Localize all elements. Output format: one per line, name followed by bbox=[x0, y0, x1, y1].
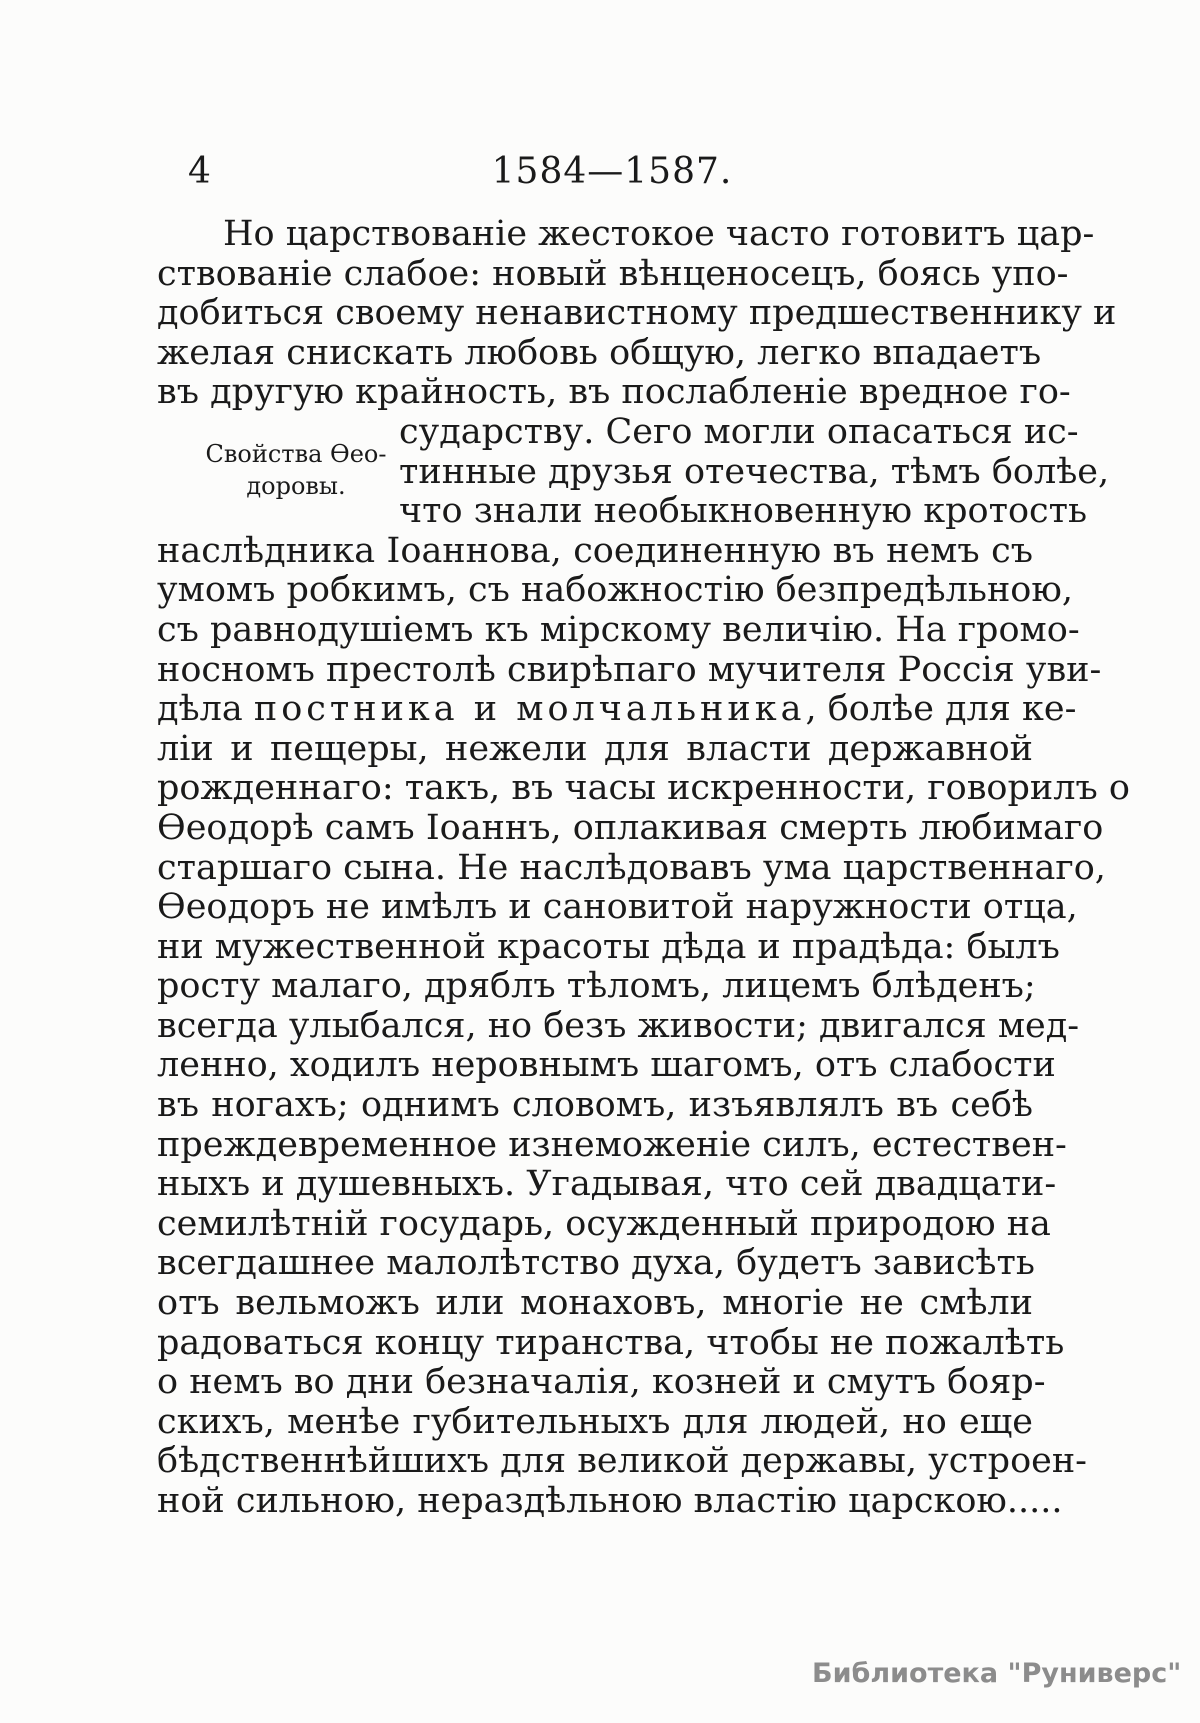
text-line: всегдашнее малолѣтство духа, будетъ зависѣть bbox=[157, 1243, 1035, 1284]
text-line: добиться своему ненавистному предшественнику и bbox=[157, 293, 1117, 334]
text-line: отъ вельможъ или монаховъ, многіе не смѣли bbox=[157, 1283, 1033, 1324]
text-line: росту малаго, дряблъ тѣломъ, лицемъ блѣденъ; bbox=[157, 966, 1036, 1007]
body-text-block bbox=[157, 214, 1130, 1522]
text-line: въ другую крайность, въ послабленіе вредное го- bbox=[157, 372, 1071, 413]
text-line: семилѣтній государь, осужденный природою на bbox=[157, 1203, 1051, 1244]
text-line: носномъ престолѣ свирѣпаго мучителя Россія уви- bbox=[157, 649, 1102, 690]
text-line: старшаго сына. Не наслѣдовавъ ума царственнаго, bbox=[157, 847, 1106, 888]
text-line: рожденнаго: такъ, въ часы искренности, говорилъ о bbox=[157, 768, 1130, 809]
text-line: всегда улыбался, но безъ живости; двигался мед- bbox=[157, 1005, 1080, 1046]
library-watermark: Библиотека "Руниверс" bbox=[812, 1658, 1182, 1689]
text-line: съ равнодушіемъ къ мірскому величію. На громо- bbox=[157, 609, 1080, 650]
text-line: дѣла постника и молчальника, болѣе для ке- bbox=[157, 689, 1077, 730]
text-line: ни мужественной красоты дѣда и прадѣда: былъ bbox=[157, 926, 1060, 967]
text-line: ныхъ и душевныхъ. Угадывая, что сей двадцати- bbox=[157, 1164, 1057, 1205]
text-line: желая снискать любовь общую, легко впадаетъ bbox=[157, 332, 1042, 373]
text-line: Ѳеодоръ не имѣлъ и сановитой наружности отца, bbox=[157, 887, 1078, 928]
margin-note-line-2: доровы. bbox=[246, 472, 346, 500]
margin-note-line-1: Свойства Ѳео- bbox=[205, 440, 387, 468]
text-line: ствованіе слабое: новый вѣнценосецъ, боясь упо- bbox=[157, 253, 1069, 294]
text-line: наслѣдника Іоаннова, соединенную въ немъ съ bbox=[157, 530, 1033, 571]
text-line: преждевременное изнеможеніе силъ, естествен- bbox=[157, 1124, 1067, 1165]
text-line: ленно, ходилъ неровнымъ шагомъ, отъ слабости bbox=[157, 1045, 1056, 1086]
text-line: тинные друзья отечества, тѣмъ болѣе, bbox=[399, 451, 1110, 492]
page-number: 4 bbox=[188, 151, 211, 192]
text-line: въ ногахъ; однимъ словомъ, изъявлялъ въ себѣ bbox=[157, 1085, 1033, 1126]
text-line: радоваться концу тиранства, чтобы не пожалѣть bbox=[157, 1322, 1065, 1363]
text-line: умомъ робкимъ, съ набожностію безпредѣльною, bbox=[157, 570, 1073, 611]
text-line: ной сильною, нераздѣльною властію царскою..... bbox=[157, 1481, 1063, 1521]
text-line: что знали необыкновенную кротость bbox=[399, 491, 1088, 532]
page-header-row bbox=[157, 150, 1035, 194]
text-line: о немъ во дни безначалія, козней и смутъ бояр- bbox=[157, 1362, 1046, 1403]
text-line: сударству. Сего могли опасаться ис- bbox=[399, 411, 1079, 452]
text-line: Ѳеодорѣ самъ Іоаннъ, оплакивая смерть любимаго bbox=[157, 807, 1104, 848]
text-line: Но царствованіе жестокое часто готовитъ цар- bbox=[223, 214, 1095, 254]
running-head-years: 1584—1587. bbox=[491, 151, 733, 192]
emphasized-phrase: постника и молчальника bbox=[253, 689, 806, 730]
text-line: скихъ, менѣе губительныхъ для людей, но еще bbox=[157, 1401, 1033, 1442]
text-line: бѣдственнѣйшихъ для великой державы, устроен- bbox=[157, 1441, 1088, 1482]
text-line: ліи и пещеры, нежели для власти державной bbox=[157, 728, 1033, 769]
